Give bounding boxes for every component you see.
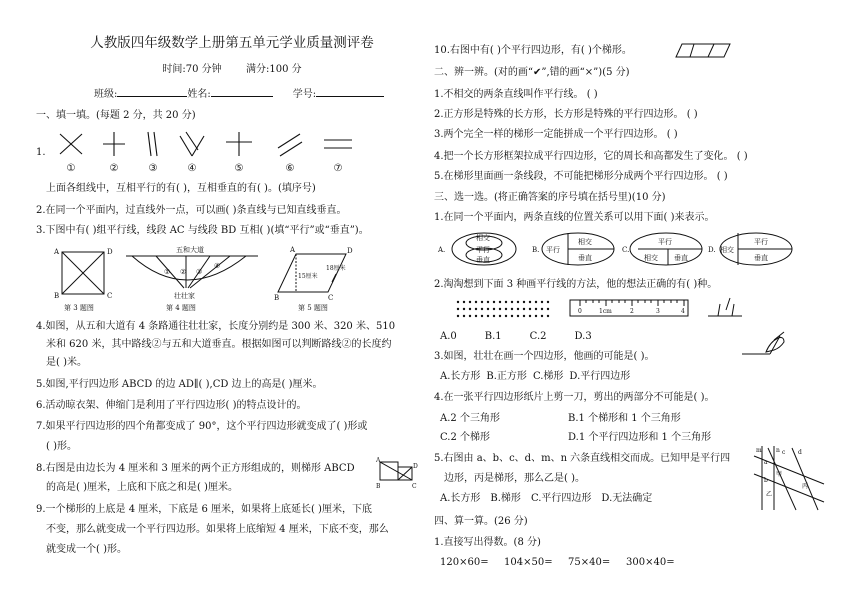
svg-text:C: C bbox=[412, 483, 417, 490]
calc-item-1: 120×60= bbox=[440, 557, 489, 568]
q3-text: 3.下图中有( )组平行线，线段 AC 与线段 BD 互相( )(填“平行”或“垂直”)。 bbox=[36, 225, 369, 236]
hand-drawing-icon bbox=[740, 330, 786, 364]
choice-3-answers bbox=[440, 370, 630, 383]
calc-item-2: 104×50= bbox=[504, 557, 553, 568]
class-label: 班级: bbox=[94, 89, 118, 100]
svg-text:D: D bbox=[107, 248, 113, 256]
q9-line-3: 就变成一个( )形。 bbox=[46, 544, 127, 555]
fig-label-1: ① bbox=[66, 163, 76, 174]
svg-text:B: B bbox=[376, 483, 381, 490]
svg-text:③: ③ bbox=[196, 268, 203, 276]
choice-2: 2.淘淘想到下面 3 种画平行线的方法，他的想法正确的有( )种。 bbox=[434, 279, 718, 290]
choice-3: 3.如图，壮壮在画一个四边形，他画的可能是( )。 bbox=[434, 351, 655, 362]
class-field[interactable] bbox=[117, 96, 187, 97]
choice-3-b[interactable]: B.正方形 bbox=[486, 371, 527, 382]
svg-text:①: ① bbox=[164, 268, 171, 276]
choice-5-c[interactable]: C.平行四边形 bbox=[530, 493, 592, 504]
fig8-squares bbox=[376, 458, 422, 492]
svg-text:垂直: 垂直 bbox=[578, 254, 592, 262]
svg-text:A: A bbox=[376, 457, 381, 464]
name-label: 姓名: bbox=[187, 89, 211, 100]
svg-text:D: D bbox=[413, 463, 418, 470]
q7-line-1: 7.如果平行四边形的四个角都变成了 90°，这个平行四边形就变成了( )形或 bbox=[36, 421, 368, 432]
fig-label-7: ⑦ bbox=[333, 163, 343, 174]
calc-item-4: 300×40= bbox=[626, 557, 675, 568]
fig-label-3: ③ bbox=[148, 163, 158, 174]
svg-text:平行: 平行 bbox=[658, 238, 672, 246]
choice-5-a[interactable]: A.长方形 bbox=[440, 493, 481, 504]
choice-4-a[interactable]: A.2 个三角形 bbox=[440, 413, 500, 424]
choice-3-c[interactable]: C.梯形 bbox=[532, 371, 564, 382]
svg-text:1cm: 1cm bbox=[599, 308, 612, 315]
exam-title: 人教版四年级数学上册第五单元学业质量测评卷 bbox=[90, 35, 374, 51]
q2-text: 2.在同一个平面内，过直线外一点，可以画( )条直线与已知直线垂直。 bbox=[36, 205, 347, 216]
svg-text:C: C bbox=[107, 292, 113, 300]
choice-2-b[interactable]: B.1 bbox=[484, 331, 502, 342]
full-score: 满分:100 分 bbox=[246, 64, 302, 75]
name-field[interactable] bbox=[211, 96, 273, 97]
judge-2: 2.正方形是特殊的长方形，长方形是特殊的平行四边形。 ( ) bbox=[434, 109, 698, 120]
choice-1: 1.在同一个平面内，两条直线的位置关系可以用下面( )来表示。 bbox=[434, 212, 715, 223]
q6-text: 6.活动晾衣架、伸缩门是利用了平行四边形( )的特点设计的。 bbox=[36, 400, 307, 411]
svg-text:B: B bbox=[274, 294, 280, 302]
svg-text:a: a bbox=[764, 459, 768, 466]
choice-3-d[interactable]: D.平行四边形 bbox=[569, 371, 631, 382]
q5-text: 5.如图,平行四边形 ABCD 的边 AD∥( ),CD 边上的高是( )厘米。 bbox=[36, 379, 323, 390]
svg-text:B: B bbox=[54, 292, 60, 300]
q8-line-1: 8.右图是由边长为 4 厘米和 3 厘米的两个正方形组成的，则梯形 ABCD bbox=[36, 463, 355, 474]
fig5-parallelogram bbox=[274, 244, 364, 314]
svg-text:垂直: 垂直 bbox=[674, 254, 688, 262]
svg-text:2: 2 bbox=[630, 308, 634, 315]
exam-meta bbox=[36, 63, 428, 76]
svg-text:0: 0 bbox=[578, 308, 582, 315]
time-limit: 时间:70 分钟 bbox=[162, 64, 222, 75]
svg-text:C.: C. bbox=[622, 246, 630, 254]
q1-line-figures bbox=[56, 128, 376, 176]
svg-text:第 4 题图: 第 4 题图 bbox=[166, 304, 196, 312]
svg-text:4: 4 bbox=[681, 308, 685, 315]
svg-text:平行: 平行 bbox=[476, 246, 490, 254]
svg-text:D.: D. bbox=[708, 246, 716, 254]
svg-text:第 3 题图: 第 3 题图 bbox=[64, 304, 94, 312]
q4-line-2: 米和 620 米，其中路线②与五和大道垂直。根据如图可以判断路线②的长度约 bbox=[46, 339, 392, 350]
svg-text:15厘米: 15厘米 bbox=[298, 273, 318, 280]
calc-1-items bbox=[440, 556, 675, 569]
judge-5: 5.在梯形里面画一条线段，不可能把梯形分成两个平行四边形。 ( ) bbox=[434, 171, 728, 182]
fig-label-6: ⑥ bbox=[285, 163, 295, 174]
svg-text:A.: A. bbox=[438, 246, 446, 254]
q4-line-3: 是( )米。 bbox=[46, 357, 87, 368]
choice-2-a[interactable]: A.0 bbox=[440, 331, 457, 342]
id-label: 学号: bbox=[292, 89, 317, 100]
fig-label-4: ④ bbox=[187, 163, 197, 174]
fig3-square bbox=[54, 244, 134, 314]
choice-4-d[interactable]: D.1 个平行四边形和 1 个三角形 bbox=[568, 432, 712, 443]
q1-number: 1. bbox=[36, 147, 46, 158]
q10-text: 10.右图中有( )个平行四边形，有( )个梯形。 bbox=[434, 45, 632, 56]
q10-figure bbox=[674, 42, 734, 60]
judge-1: 1.不相交的两条直线叫作平行线。 ( ) bbox=[434, 89, 598, 100]
fig-label-5: ⑤ bbox=[234, 163, 244, 174]
fig-label-2: ② bbox=[109, 163, 119, 174]
fig4-roads bbox=[126, 244, 266, 314]
judge-3: 3.两个完全一样的梯形一定能拼成一个平行四边形。 ( ) bbox=[434, 129, 678, 140]
svg-text:丙: 丙 bbox=[802, 483, 809, 490]
svg-text:m: m bbox=[756, 447, 762, 454]
svg-text:A: A bbox=[54, 248, 60, 256]
svg-text:b: b bbox=[764, 477, 768, 484]
choice-5-d[interactable]: D.无法确定 bbox=[601, 493, 653, 504]
svg-text:C: C bbox=[328, 294, 334, 302]
choice-4-b[interactable]: B.1 个梯形和 1 个三角形 bbox=[568, 413, 681, 424]
q4-line-1: 4.如图，从五和大道有 4 条路通往壮壮家，长度分别约是 300 米、320 米、510 bbox=[36, 321, 396, 332]
choice-5-line-2: 边形，丙是梯形，那么乙是( )。 bbox=[444, 473, 585, 484]
svg-text:n: n bbox=[776, 447, 780, 454]
svg-text:甲: 甲 bbox=[776, 471, 783, 478]
svg-text:壮壮家: 壮壮家 bbox=[174, 292, 195, 300]
section-3-heading: 三、选一选。(将正确答案的序号填在括号里)(10 分) bbox=[434, 192, 666, 203]
svg-text:五和大道: 五和大道 bbox=[176, 246, 204, 254]
section-1-heading: 一、填一填。(每题 2 分，共 20 分) bbox=[36, 110, 196, 121]
svg-text:c: c bbox=[782, 449, 786, 456]
choice-1-options bbox=[438, 230, 818, 268]
q9-line-1: 9.一个梯形的上底是 4 厘米，下底是 6 厘米，如果将上底延长( )厘米，下底 bbox=[36, 504, 372, 515]
choice-2-answers bbox=[440, 330, 620, 343]
svg-text:相交: 相交 bbox=[578, 238, 592, 246]
svg-text:垂直: 垂直 bbox=[476, 256, 490, 264]
svg-text:第 5 题图: 第 5 题图 bbox=[298, 304, 328, 312]
svg-text:相交: 相交 bbox=[644, 254, 658, 262]
svg-text:D: D bbox=[347, 247, 353, 255]
svg-text:A: A bbox=[290, 246, 296, 254]
student-info bbox=[94, 88, 384, 101]
svg-text:18厘米: 18厘米 bbox=[326, 265, 346, 272]
choice-5-figure bbox=[752, 444, 826, 514]
choice-2-d[interactable]: D.3 bbox=[574, 331, 592, 342]
judge-4: 4.把一个长方形框架拉成平行四边形，它的周长和高都发生了变化。 ( ) bbox=[434, 151, 748, 162]
svg-text:相交: 相交 bbox=[720, 246, 734, 254]
svg-text:④: ④ bbox=[214, 262, 221, 270]
svg-text:3: 3 bbox=[656, 308, 660, 315]
svg-text:相交: 相交 bbox=[476, 234, 490, 242]
svg-text:垂直: 垂直 bbox=[754, 254, 768, 262]
svg-text:平行: 平行 bbox=[546, 246, 560, 254]
choice-2-c[interactable]: C.2 bbox=[529, 331, 547, 342]
choice-2-figures bbox=[454, 296, 744, 322]
calc-1-heading: 1.直接写出得数。(8 分) bbox=[434, 537, 541, 548]
svg-text:B.: B. bbox=[532, 246, 540, 254]
calc-item-3: 75×40= bbox=[568, 557, 611, 568]
q8-line-2: 的高是( )厘米，上底和下底之和是( )厘米。 bbox=[46, 482, 238, 493]
choice-5-answers bbox=[440, 492, 652, 505]
choice-4: 4.在一张平行四边形纸片上剪一刀，剪出的两部分不可能是( )。 bbox=[434, 392, 715, 403]
id-field[interactable] bbox=[316, 96, 384, 97]
svg-text:d: d bbox=[798, 449, 802, 456]
q7-line-2: ( )形。 bbox=[46, 441, 77, 452]
choice-4-c[interactable]: C.2 个梯形 bbox=[440, 432, 491, 443]
choice-5-b[interactable]: B.梯形 bbox=[490, 493, 521, 504]
svg-text:②: ② bbox=[180, 268, 187, 276]
q9-line-2: 不变，那么就变成一个平行四边形。如果将上底缩短 4 厘米，下底不变，那么 bbox=[46, 524, 389, 535]
choice-3-a[interactable]: A.长方形 bbox=[440, 371, 481, 382]
svg-text:乙: 乙 bbox=[766, 491, 773, 498]
choice-5-line-1: 5.右图由 a、b、c、d、m、n 六条直线相交而成。已知甲是平行四 bbox=[434, 453, 731, 464]
section-4-heading: 四、算一算。(26 分) bbox=[434, 516, 528, 527]
section-2-heading: 二、辨一辨。(对的画“✔”,错的画“×”)(5 分) bbox=[434, 67, 630, 78]
q1-text: 上面各组线中，互相平行的有( )，互相垂直的有( )。(填序号) bbox=[46, 183, 316, 194]
svg-text:平行: 平行 bbox=[754, 238, 768, 246]
